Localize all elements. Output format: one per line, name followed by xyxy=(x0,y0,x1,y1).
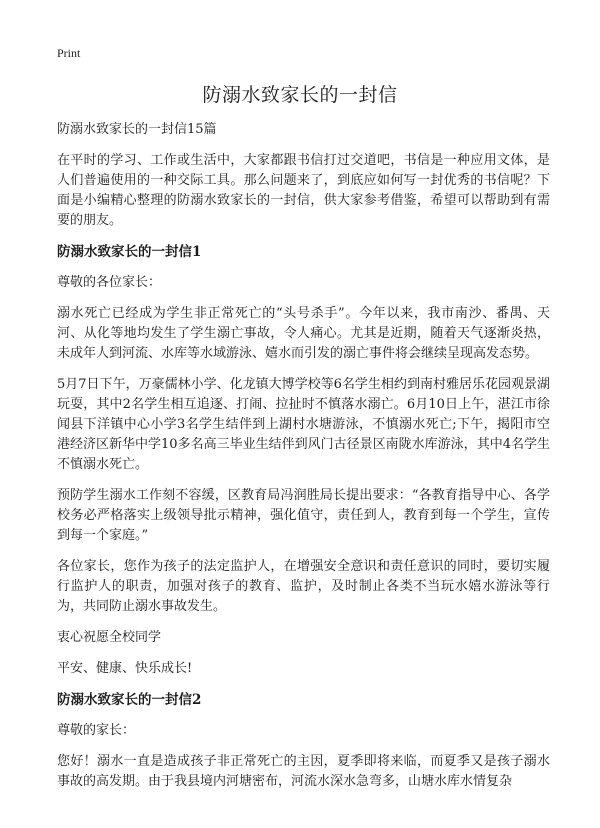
letter-2-paragraph-1: 您好！溺水一直是造成孩子非正常死亡的主因，夏季即将来临，而夏季又是孩子溺水事故的高发期。由于我县境内河塘密布，河流水深水急弯多，山塘水库水情复杂 xyxy=(57,754,550,789)
print-link[interactable]: Print xyxy=(57,46,81,60)
page-title: 防溺水致家长的一封信 xyxy=(202,84,398,106)
letter-1-paragraph-4: 各位家长，您作为孩子的法定监护人，在增强安全意识和责任意识的同时，要切实履行监护人的职责，加强对孩子的教育、监护，及时制止各类不当玩水嬉水游泳等行为，共同防止溺水事故发生。 xyxy=(57,559,550,614)
letter-1-paragraph-3: 预防学生溺水工作刻不容缓，区教育局冯润胜局长提出要求：“各教育指导中心、各学校务必严格落实上级领导批示精神，强化值守，责任到人，教育到每一个学生，宣传到每一个家庭。” xyxy=(57,488,550,543)
letter-1-greeting: 尊敬的各位家长： xyxy=(57,275,162,290)
letter-1-closing-1: 衷心祝愿全校同学 xyxy=(57,630,162,645)
letter-2-heading: 防溺水致家长的一封信2 xyxy=(57,692,202,708)
letter-1-paragraph-1: 溺水死亡已经成为学生非正常死亡的“头号杀手”。今年以来，我市南沙、番禺、天河、从化等地均发生了学生溺亡事故，令人痛心。尤其是近期，随着天气逐渐炎热，未成年人到河流、水库等水域游泳、嬉水而引发的溺亡事件将会继续呈现高发态势。 xyxy=(57,306,550,361)
letter-1-closing-2: 平安、健康、快乐成长! xyxy=(57,661,193,676)
intro-paragraph: 在平时的学习、工作或生活中，大家都跟书信打过交道吧，书信是一种应用文体，是人们普遍使用的一种交际工具。那么问题来了，到底应如何写一封优秀的书信呢？下面是小编精心整理的防溺水致家长的一封信，供大家参考借鉴，希望可以帮助到有需要的朋友。 xyxy=(57,153,550,228)
letter-1-heading: 防溺水致家长的一封信1 xyxy=(57,244,202,260)
letter-2-greeting: 尊敬的家长： xyxy=(57,723,136,738)
document-subtitle: 防溺水致家长的一封信15篇 xyxy=(57,122,217,137)
letter-1-paragraph-2: 5月7日下午，万豪儒林小学、化龙镇大博学校等6名学生相约到南村雅居乐花园观景湖玩耍，其中2名学生相互追逐、打闹、拉扯时不慎落水溺亡。6月10日上午，湛江市徐闻县下洋镇中心小学3名学生结伴到上湖村水塘游泳，不慎溺水死亡;下午，揭阳市空港经济区新华中学10多名高三毕业生结伴到风门古径景区南陇水库游泳，其中4名学生不慎溺水死亡。 xyxy=(57,377,550,472)
document-body xyxy=(57,120,550,803)
